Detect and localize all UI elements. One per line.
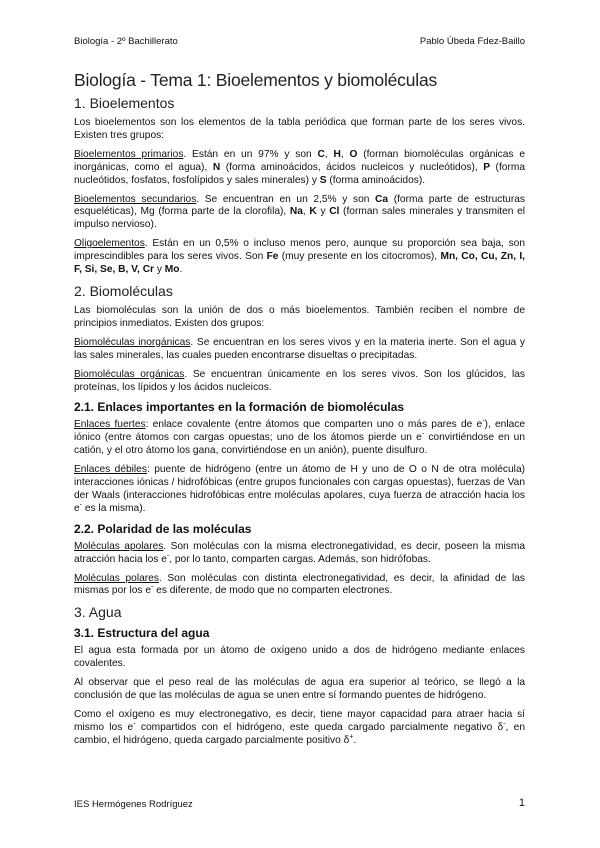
paragraph: Las biomoléculas son la unión de dos o más bioelementos. También reciben el nombre de principios inmediatos. Existen dos grupos: — [74, 304, 525, 329]
text: compartidos con el hidrógeno, este queda cargado parcialmente negativo δ — [135, 721, 504, 733]
element: O — [349, 148, 358, 160]
section-heading-biomoleculas: 2. Biomoléculas — [74, 282, 173, 299]
element: N — [212, 161, 221, 173]
text: . Son moléculas con distinta electronegatividad, es decir, la afinidad de las mismas por los e — [74, 572, 526, 597]
footer-school: IES Hermógenes Rodríguez — [74, 799, 193, 810]
superscript: - — [503, 720, 506, 728]
superscript: - — [166, 552, 170, 560]
text: : puente de hidrógeno (entre un átomo de H y uno de O o N de otra molécula) interacciones iónicas / hidrofóbicas (entre grupos funcionales con cargas opuestas), fuerzas de Van der Waals (interacciones hidrofóbicas entre moléculas apolares, cuya fuerza de atracción hacia los e — [74, 464, 526, 514]
term: Enlaces débiles — [74, 464, 147, 476]
subsection-heading-enlaces: 2.1. Enlaces importantes en la formación de biomoléculas — [74, 400, 405, 415]
text: (forma aminoácidos, ácidos nucleicos y nucleótidos), — [220, 161, 484, 173]
element: S — [319, 174, 327, 186]
text: , en cambio, el hidrógeno, queda cargado parcialmente positivo δ — [74, 721, 525, 746]
paragraph-enlaces-fuertes — [74, 419, 525, 458]
section-heading-agua: 3. Agua — [74, 604, 122, 621]
text: , — [324, 148, 334, 160]
term: Bioelementos primarios — [74, 148, 184, 160]
text: (forman sales minerales y transmiten el impulso nervioso). — [74, 206, 525, 231]
term: Enlaces fuertes — [74, 419, 146, 431]
superscript: - — [482, 418, 485, 426]
superscript: - — [79, 501, 83, 509]
superscript: - — [151, 584, 154, 592]
text: , — [302, 206, 310, 218]
page-number: 1 — [518, 797, 525, 809]
term: Moléculas polares — [74, 572, 159, 584]
text: , por lo tanto, comparten cargas. Además, son hidrófobas. — [169, 553, 431, 565]
element: Cl — [329, 206, 340, 218]
page-footer — [74, 797, 525, 813]
document-title: Biología - Tema 1: Bioelementos y biomoléculas — [74, 70, 438, 90]
paragraph-enlaces-debiles — [74, 464, 525, 516]
element: Fe — [266, 251, 279, 263]
text: (forma parte de estructuras esqueléticas), Mg (forma parte de la clorofila), — [74, 193, 525, 218]
element: Mo — [164, 264, 180, 276]
text: ), enlace iónico (entre átomos con cargas opuestas; uno de los átomos pierde un e — [74, 419, 526, 444]
text: . — [353, 734, 357, 746]
paragraph-polares — [74, 573, 525, 599]
text: (forma aminoácidos). — [326, 174, 426, 186]
element: H — [333, 148, 341, 160]
paragraph-primarios — [74, 149, 525, 188]
text: (muy presente en los citocromos), — [278, 251, 441, 263]
text: y — [316, 206, 330, 218]
paragraph: Los bioelementos son los elementos de la tabla periódica que forman parte de los seres vivos. Existen tres grupos: — [74, 117, 525, 141]
element-list: Mn, Co, Cu, Zn, I, F, Si, Se, B, V, Cr — [74, 251, 525, 276]
paragraph-electronegatividad — [74, 709, 525, 748]
paragraph-apolares — [74, 541, 525, 567]
text: y — [154, 264, 165, 276]
text: . — [179, 264, 183, 276]
paragraph-oligoelementos — [74, 238, 525, 277]
term: Biomoléculas orgánicas — [74, 368, 185, 380]
superscript: - — [133, 720, 136, 728]
text: . Están en un 97% y son — [183, 148, 318, 160]
term: Oligoelementos — [74, 238, 145, 250]
element: Ca — [375, 193, 389, 205]
element: K — [309, 206, 317, 218]
element: Na — [289, 206, 303, 218]
text: , — [340, 148, 350, 160]
paragraph: Al observar que el peso real de las moléculas de agua era superior al teórico, se llegó a la conclusión de que las moléculas de agua se unen entre sí formando puentes de hidrógeno. — [74, 677, 525, 702]
term: Bioelementos secundarios — [74, 193, 197, 205]
text: . Se encuentran en los seres vivos y en la materia inerte. Son el agua y las sales minerales, las cuales pueden encontrarse disueltas o precipitadas. — [74, 336, 525, 361]
section-heading-bioelementos: 1. Bioelementos — [74, 95, 175, 111]
text: . Se encuentran únicamente en los seres vivos. Son los glúcidos, las proteínas, los lípidos y los ácidos nucleicos. — [74, 368, 526, 393]
text: (forma nucleótidos, fosfatos, fosfolípidos y sales minerales) y — [74, 161, 525, 186]
element: C — [317, 148, 325, 160]
subsection-heading-polaridad: 2.2. Polaridad de las moléculas — [74, 521, 252, 536]
paragraph: El agua esta formada por un átomo de oxígeno unido a dos de hidrógeno mediante enlaces covalentes. — [74, 645, 525, 670]
paragraph-organicas — [74, 369, 525, 395]
header-author: Pablo Úbeda Fdez-Baillo — [419, 36, 525, 47]
text: . Son moléculas con la misma electronegatividad, es decir, poseen la misma atracción hacia los e — [74, 540, 525, 565]
term: Biomoléculas inorgánicas — [74, 336, 191, 348]
element: P — [483, 161, 491, 173]
text: Como el oxígeno es muy electronegativo, es decir, tiene mayor capacidad para atraer hacia sí mismo los e — [74, 709, 525, 733]
superscript: + — [349, 733, 354, 741]
text: es diferente, de modo que no comparten electrones. — [153, 585, 393, 597]
text: . Están en un 0,5% o incluso menos pero, aunque su proporción sea baja, son imprescindibles para los seres vivos. Son — [74, 238, 525, 263]
header-subject: Biología - 2º Bachillerato — [74, 36, 178, 47]
term: Moléculas apolares — [74, 540, 164, 552]
page-header — [74, 36, 525, 50]
superscript: - — [421, 430, 425, 438]
text: . Se encuentran en un 2,5% y son — [196, 193, 376, 205]
text: convirtiéndose en un catión, y el otro átomo los gana, convirtiéndose en un anión), puente disulfuro. — [74, 432, 525, 457]
text: (forman biomoléculas orgánicas e inorgánicas, como el agua), — [74, 148, 525, 173]
paragraph-secundarios — [74, 194, 525, 233]
text: : enlace covalente (entre átomos que comparten uno o más pares de e — [145, 419, 483, 431]
text: es la misma). — [82, 502, 146, 514]
subsection-heading-estructura: 3.1. Estructura del agua — [74, 626, 210, 641]
paragraph-inorganicas — [74, 337, 525, 363]
document-body — [74, 70, 525, 754]
